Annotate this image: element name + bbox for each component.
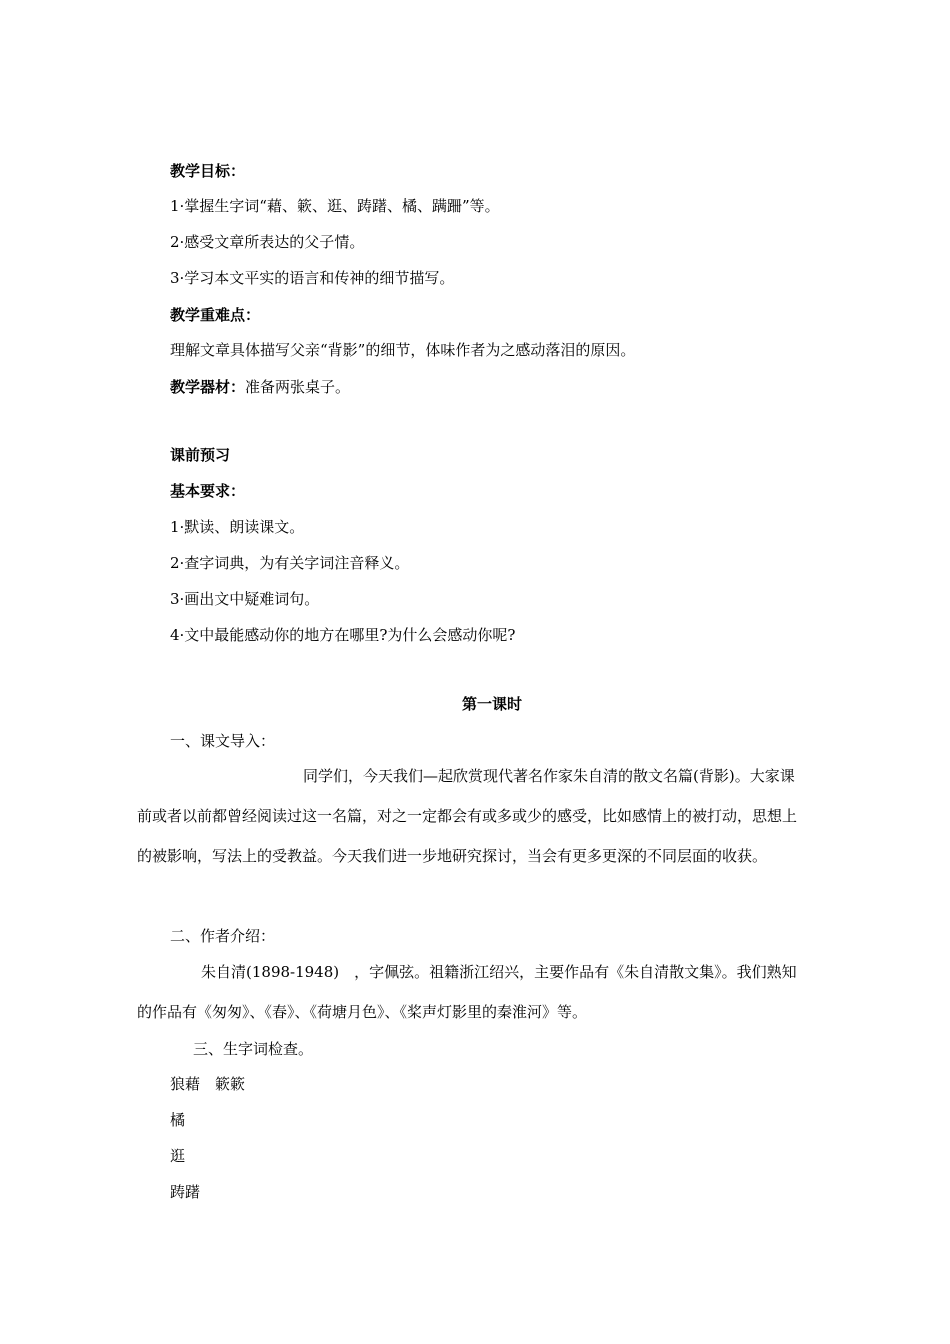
section2-heading: 二、作者介绍： [170,927,276,945]
section1-paragraph: 同学们，今天我们—起欣赏现代著名作家朱自清的散文名篇(背影)。大家课前或者以前都曾经阅读过这一名篇，对之一定都会有或多或少的感受，比如感情上的被打动，思想上的被影响，写法上的受教益。今天我们进一步地研究探讨，当会有更多更深的不同层面的收获。 [137,767,798,865]
materials-label: 教学器材： [170,378,246,396]
materials-text: 准备两张桌子。 [245,378,351,396]
preview-item-2: 2·查字词典，为有关字词注音释义。 [170,554,410,572]
objective-item-1: 1·掌握生字词“藉、簌、逛、踌躇、橘、蹒跚”等。 [170,197,500,215]
preview-item-3: 3·画出文中疑难词句。 [170,590,320,608]
lesson-title: 第一课时 [461,695,522,713]
preview-item-4: 4·文中最能感动你的地方在哪里?为什么会感动你呢? [170,626,516,644]
objective-item-3: 3·学习本文平实的语言和传神的细节描写。 [170,269,455,287]
vocab-word-3: 逛 [170,1147,186,1165]
key-points-text: 理解文章具体描写父亲“背影”的细节，体味作者为之感动落泪的原因。 [170,341,636,359]
objectives-heading: 教学目标： [170,162,246,180]
section3-heading: 三、生字词检查。 [193,1040,314,1058]
preview-sub-heading: 基本要求： [170,482,246,500]
section2-paragraph: 朱自清(1898-1948) ，字佩弦。祖籍浙江绍兴，主要作品有《朱自清散文集》。我们熟知的作品有《匆匆》、《春》、《荷塘月色》、《桨声灯影里的秦淮河》等。 [137,963,797,1021]
vocab-word-1: 狼藉 簌簌 [170,1075,246,1093]
preview-heading: 课前预习 [170,446,231,464]
key-points-heading: 教学重难点： [170,306,261,324]
materials-line [170,377,350,397]
vocab-word-4: 踌躇 [170,1183,201,1201]
section1-heading: 一、课文导入： [170,732,276,750]
objective-item-2: 2·感受文章所表达的父子情。 [170,233,365,251]
preview-item-1: 1·默读、朗读课文。 [170,518,305,536]
vocab-word-2: 橘 [170,1111,186,1129]
